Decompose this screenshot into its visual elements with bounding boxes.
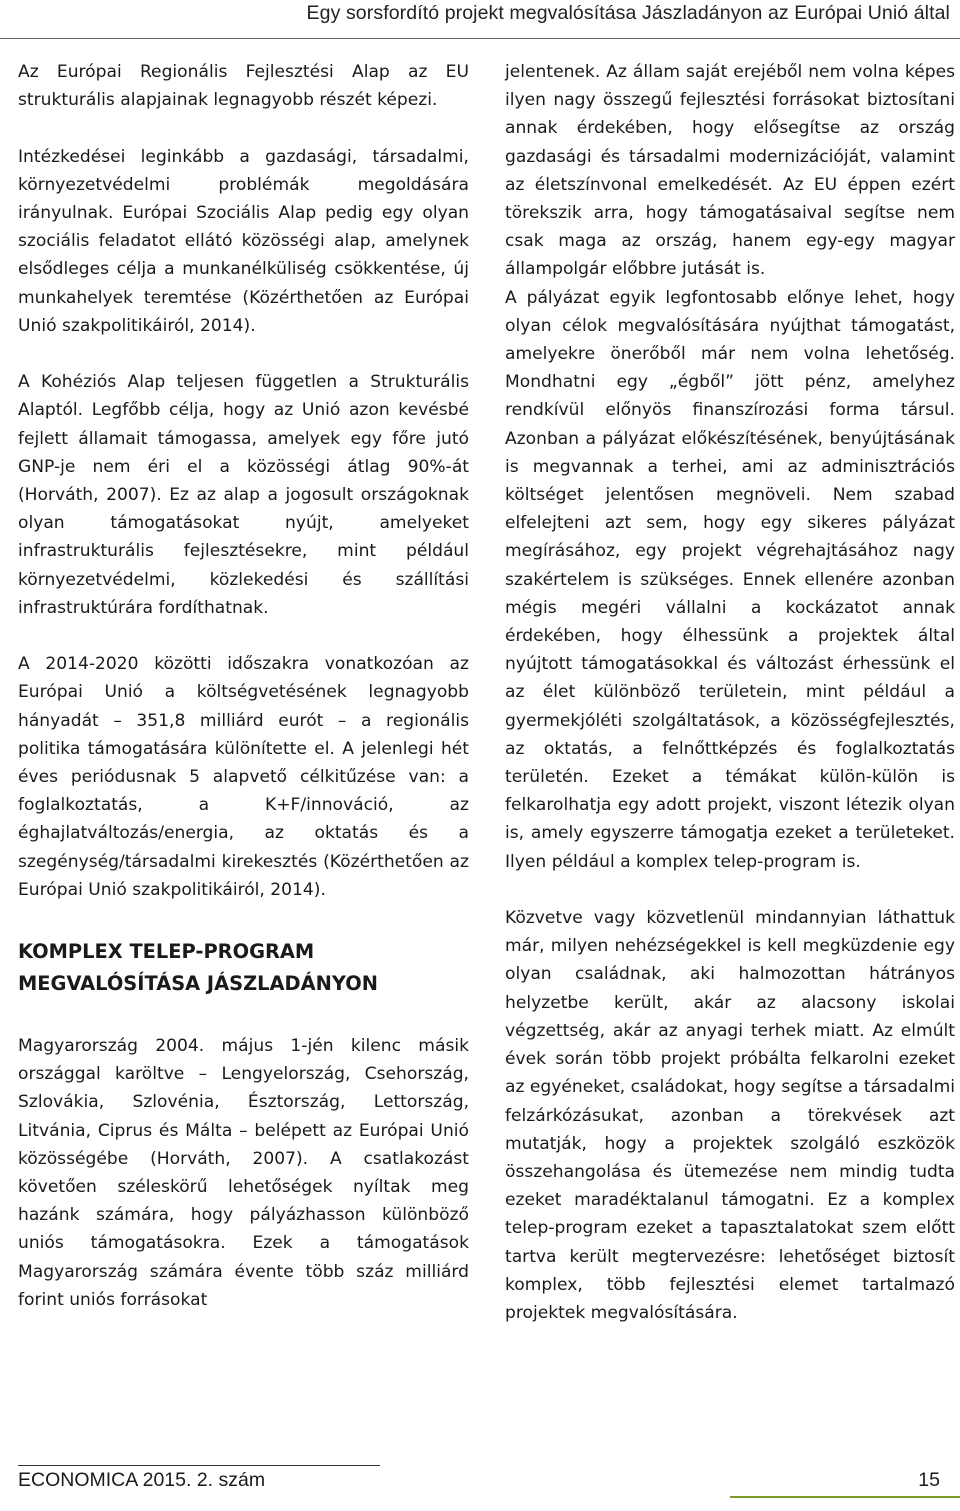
paragraph: Intézkedései leginkább a gazdasági, társadalmi, környezetvédelmi problémák megoldására irányulnak. Európai Szociális Alap pedig egy olyan szociális feladatot ellátó közösségi alap, amelynek elsődleges célja a munkanélküliség csökkentése, új munkahelyek teremtése (Közérthetően az Európai Unió szakpolitikáiról, 2014). xyxy=(18,146,469,336)
section-heading-line2: MEGVALÓSÍTÁSA JÁSZLADÁNYON xyxy=(18,972,378,996)
left-column xyxy=(18,58,469,1314)
paragraph: A pályázat egyik legfontosabb előnye lehet, hogy olyan célok megvalósítására nyújthat támogatást, amelyekre önerőből már nem volna lehetőség. Mondhatni egy „égből” jött pénz, amelyhez rendkívül előnyös finanszírozási forma társul. Azonban a pályázat előkészítésének, benyújtásának is megvannak a terhei, ami az adminisztrációs költséget jelentősen megnöveli. Nem szabad elfelejteni azt sem, hogy egy sikeres pályázat megírásához, egy projekt végrehajtásához nagy szakértelem is szükséges. Ennek ellenére azonban mégis megéri vállalni a kockázatot annak érdekében, hogy élhessünk a projektek által nyújtott támogatásokkal és változást érhessünk el az élet különböző területein, mint például a gyermekjóléti szolgáltatások, a közösségfejlesztés, az oktatás, a felnőttképzés és foglalkoztatás területén. Ezeket a témákat külön-külön is felkarolhatja egy adott projekt, viszont létezik olyan is, amely egyszerre támogatja ezeket a területeket. Ilyen például a komplex telep-program is. xyxy=(505,287,955,872)
paragraph: Az Európai Regionális Fejlesztési Alap az EU strukturális alapjainak legnagyobb részét képezi. xyxy=(18,62,469,111)
journal-info: ECONOMICA 2015. 2. szám xyxy=(18,1469,266,1491)
paragraph: jelentenek. Az állam saját erejéből nem volna képes ilyen nagy összegű fejlesztési forrásokat biztosítani annak érdekében, hogy elősegítse az ország gazdasági és társadalmi modernizációját, valamint az életszínvonal emelkedését. Az EU éppen ezért törekszik arra, hogy támogatásaival segítse nem csak maga az ország, hanem egy-egy magyar állampolgár előbbre jutását is. xyxy=(505,62,955,280)
paragraph: Magyarország 2004. május 1-jén kilenc másik országgal karöltve – Lengyelország, Csehország, Szlovákia, Szlovénia, Észtország, Lettország, Litvánia, Ciprus és Málta – belépett az Európai Unió közösségébe (Horváth, 2007). A csatlakozást követően széleskörű lehetőségek nyíltak meg hazánk számára, hogy pályázhasson különböző uniós támogatásokra. Ezek a támogatások Magyarország számára évente több száz milliárd forint uniós forrásokat xyxy=(18,1036,469,1310)
paragraph: Közvetve vagy közvetlenül mindannyian láthattuk már, milyen nehézségekkel is kell megküzdenie egy olyan családnak, aki halmozottan hátrányos helyzetbe került, akár az alacsony iskolai végzettség, akár az anyagi terhek miatt. Az elmúlt évek során több projekt próbálta felkarolni ezeket az egyéneket, családokat, hogy segítse a társadalmi felzárkózásukat, azonban a törekvések azt mutatják, hogy a projektek szolgáló eszközök összehangolása és ütemezése nem mindig tudta ezeket maradéktalanul támogatni. Ez a komplex telep-program ezeket a tapasztalatokat szem előtt tartva került megtervezésre: lehetőséget biztosít komplex, több fejlesztési elemet tartalmazó projektek megvalósítására. xyxy=(505,908,955,1323)
section-heading-line1: KOMPLEX TELEP-PROGRAM xyxy=(18,940,315,964)
right-column xyxy=(505,58,955,1327)
paragraph: A Kohéziós Alap teljesen független a Strukturális Alaptól. Legfőbb célja, hogy az Unió azon kevésbé fejlett államait támogassa, amelyek egy főre jutó GNP-je nem éri el a közösségi átlag 90%-át (Horváth, 2007). Ez az alap a jogosult országoknak olyan támogatásokat nyújt, amelyeket infrastrukturális fejlesztésekre, mint például környezetvédelmi, közlekedési és szállítási infrastruktúrára fordíthatnak. xyxy=(18,372,469,618)
footer-divider xyxy=(18,1465,380,1466)
paragraph: A 2014-2020 közötti időszakra vonatkozóan az Európai Unió a költségvetésének legnagyobb hányadát – 351,8 milliárd eurót – a regionális politika támogatására különítette el. A jelenlegi hét éves periódusnak 5 alapvető célkitűzése van: a foglalkoztatás, a K+F/innováció, az éghajlatváltozás/energia, az oktatás és a szegénység/társadalmi kirekesztés (Közérthetően az Európai Unió szakpolitikáiról, 2014). xyxy=(18,654,469,900)
running-header: Egy sorsfordító projekt megvalósítása Jászladányon az Európai Unió által xyxy=(306,2,950,24)
section-heading xyxy=(18,936,469,1000)
page-number: 15 xyxy=(918,1469,940,1491)
page-number-underline xyxy=(730,1496,960,1498)
header-divider xyxy=(0,38,960,39)
